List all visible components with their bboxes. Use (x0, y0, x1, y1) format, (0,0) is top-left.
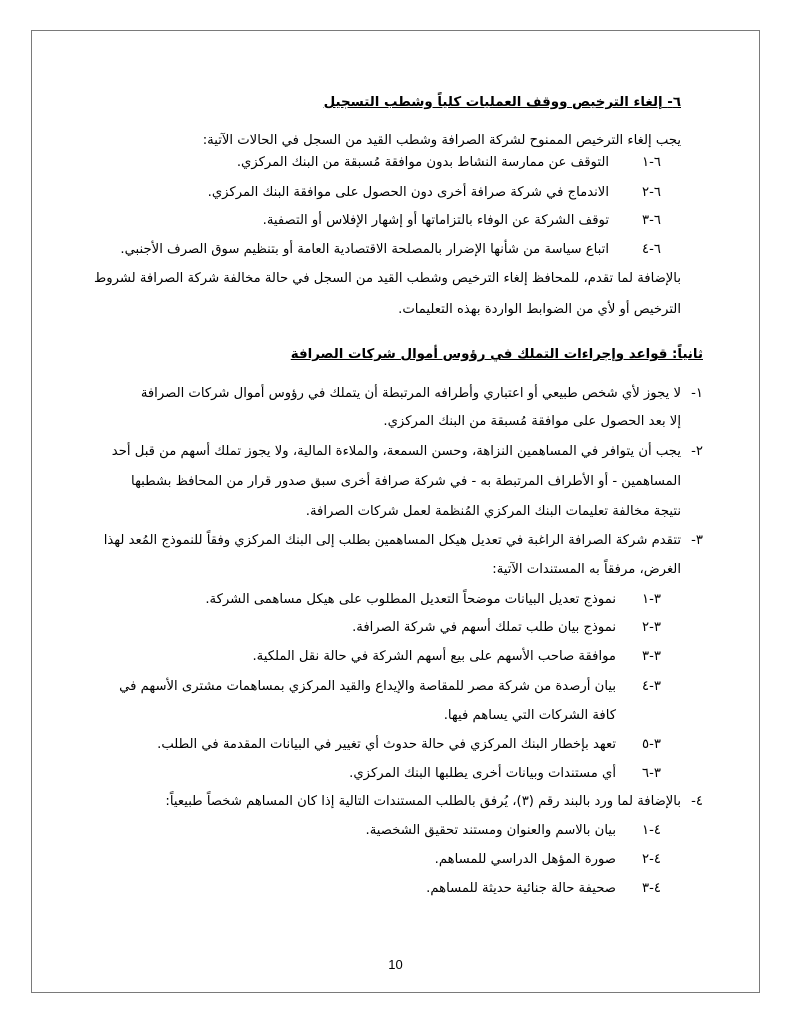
list-item-number: ٦-٣ (642, 213, 661, 228)
sub-item-text: صورة المؤهل الدراسي للمساهم. (434, 852, 616, 867)
section-6-closing-line: بالإضافة لما تقدم، للمحافظ إلغاء الترخيص وشطب القيد من السجل في حالة مخالفة شركة الصرافة لشروط (94, 271, 681, 286)
list-item-text: اتباع سياسة من شأنها الإضرار بالمصلحة الاقتصادية العامة أو بتنظيم سوق الصرف الأجنبي. (120, 242, 609, 257)
sub-item-number: ٣-٥ (642, 737, 661, 752)
sub-item-number: ٣-١ (642, 592, 661, 607)
sub-item-text: تعهد بإخطار البنك المركزي في حالة حدوث أي تغيير في البيانات المقدمة في الطلب. (157, 737, 616, 752)
sub-item-text: نموذج تعديل البيانات موضحاً التعديل المطلوب على هيكل مساهمى الشركة. (205, 592, 616, 607)
clause-line: الغرض، مرفقاً به المستندات الآتية: (492, 562, 681, 577)
section-6-closing-line: الترخيص أو لأي من الضوابط الواردة بهذه التعليمات. (398, 302, 681, 317)
sub-item-number: ٣-٤ (642, 679, 661, 694)
clause-line: بالإضافة لما ورد بالبند رقم (٣)، يُرفق بالطلب المستندات التالية إذا كان المساهم شخصاً طبيعياً: (165, 794, 681, 809)
sub-item-text: بيان بالاسم والعنوان ومستند تحقيق الشخصية. (365, 823, 616, 838)
sub-item-number: ٤-١ (642, 823, 661, 838)
clause-line: إلا بعد الحصول على موافقة مُسبقة من البنك المركزي. (383, 414, 681, 429)
sub-item-text: كافة الشركات التي يساهم فيها. (443, 708, 616, 723)
list-item-number: ٦-١ (642, 155, 661, 170)
list-item-number: ٦-٤ (642, 242, 661, 257)
sub-item-text: صحيفة حالة جنائية حديثة للمساهم. (426, 881, 616, 896)
clause-line: المساهمين - أو الأطراف المرتبطة به - في شركة صرافة أخرى سبق صدور قرار من المحافظ بشطبها (131, 474, 681, 489)
page-number: 10 (388, 957, 403, 972)
clause-line: يجب أن يتوافر في المساهمين النزاهة، وحسن السمعة، والملاءة المالية، ولا يجوز تملك أسهم من قبل أحد (111, 444, 681, 459)
clause-number: ٣- (691, 533, 703, 548)
section-number: ٦- (667, 95, 681, 110)
sub-item-number: ٤-٣ (642, 881, 661, 896)
sub-item-text: نموذج بيان طلب تملك أسهم في شركة الصرافة. (352, 620, 616, 635)
clause-number: ٢- (691, 444, 703, 459)
sub-item-text: أي مستندات وبيانات أخرى يطلبها البنك المركزي. (349, 766, 616, 781)
sub-item-number: ٤-٢ (642, 852, 661, 867)
clause-number: ١- (691, 386, 703, 401)
sub-item-text: بيان أرصدة من شركة مصر للمقاصة والإيداع والقيد المركزي بمساهمات مشترى الأسهم في (119, 679, 616, 694)
section-title: إلغاء الترخيص ووقف العمليات كلياً وشطب التسجيل (323, 95, 663, 110)
sub-item-number: ٣-٦ (642, 766, 661, 781)
sub-item-number: ٣-٢ (642, 620, 661, 635)
sub-item-number: ٣-٣ (642, 649, 661, 664)
clause-line: نتيجة مخالفة تعليمات البنك المركزي المُنظمة لعمل شركات الصرافة. (305, 504, 681, 519)
section-6-heading (324, 95, 681, 111)
clause-line: تتقدم شركة الصرافة الراغبة في تعديل هيكل المساهمين بطلب إلى البنك المركزي وفقاً للنموذج المُعد لهذا (103, 533, 681, 548)
clause-line: لا يجوز لأي شخص طبيعي أو اعتباري وأطرافه المرتبطة أن يتملك في رؤوس أموال شركات الصرافة (140, 386, 681, 401)
section-6-intro: يجب إلغاء الترخيص الممنوح لشركة الصرافة وشطب القيد من السجل في الحالات الآتية: (202, 133, 681, 148)
clause-number: ٤- (691, 794, 703, 809)
list-item-text: الاندماج في شركة صرافة أخرى دون الحصول على موافقة البنك المركزي. (207, 185, 609, 200)
list-item-text: توقف الشركة عن الوفاء بالتزاماتها أو إشهار الإفلاس أو التصفية. (262, 213, 609, 228)
sub-item-text: موافقة صاحب الأسهم على بيع أسهم الشركة في حالة نقل الملكية. (252, 649, 616, 664)
list-item-text: التوقف عن ممارسة النشاط بدون موافقة مُسبقة من البنك المركزي. (236, 155, 609, 170)
list-item-number: ٦-٢ (642, 185, 661, 200)
part-2-heading: ثانياً: قواعد وإجراءات التملك في رؤوس أموال شركات الصرافة (290, 347, 703, 362)
